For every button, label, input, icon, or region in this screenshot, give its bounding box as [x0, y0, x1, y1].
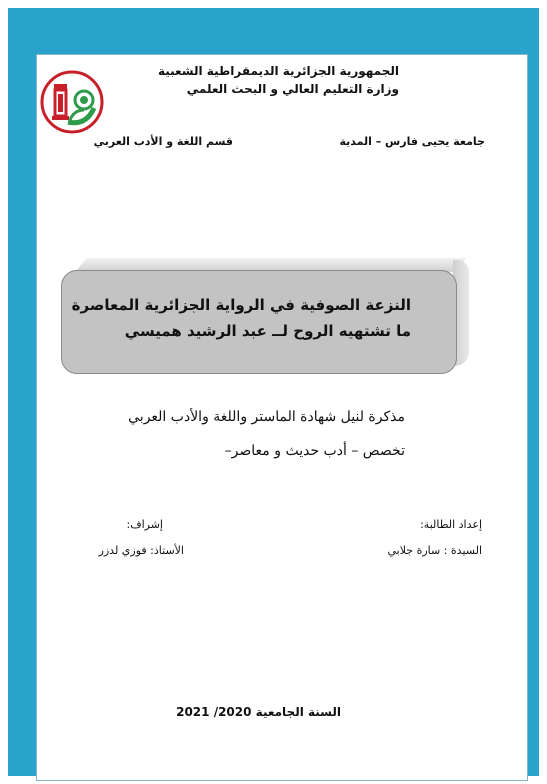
ministry-heading: وزارة التعليم العالي و البحث العلمي: [186, 82, 399, 96]
supervisor-label: إشراف:: [126, 518, 163, 531]
university-name: جامعة يحيى فارس – المدية: [339, 135, 485, 148]
student-label: إعداد الطالبة:: [420, 518, 482, 531]
university-logo-icon: [40, 70, 104, 134]
thesis-title-line1: النزعة الصوفية في الرواية الجزائرية المعاصرة: [71, 296, 411, 314]
department-name: قسم اللغة و الأدب العربي: [93, 135, 233, 148]
student-name: السيدة : سارة جلابي: [387, 544, 482, 557]
supervisor-name: الأستاذ: فوزي لدزر: [98, 544, 184, 557]
academic-year: السنة الجامعية 2020/ 2021: [176, 705, 341, 719]
degree-line1: مذكرة لنيل شهادة الماستر واللغة والأدب العربي: [128, 409, 405, 425]
republic-heading: الجمهورية الجزائرية الديمقراطية الشعبية: [157, 64, 399, 78]
degree-line2: تخصص – أدب حديث و معاصر–: [224, 443, 405, 459]
thesis-title-box: [61, 258, 469, 376]
thesis-title-line2: ما تشتهيه الروح لــ عبد الرشيد هميسي: [124, 322, 411, 340]
